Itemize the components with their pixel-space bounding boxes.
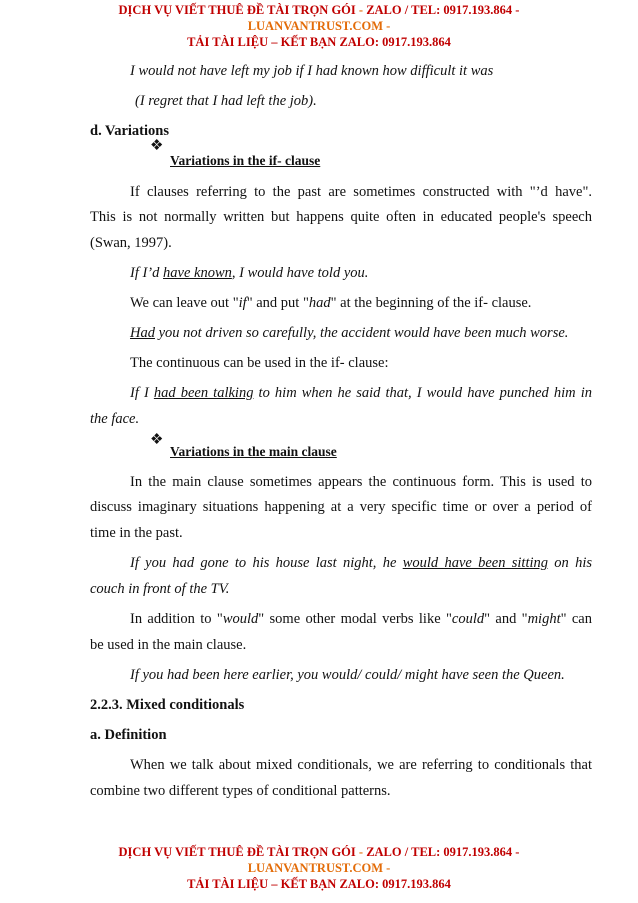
subheading-text: Variations in the main clause bbox=[170, 444, 337, 459]
paragraph-text: " some other modal verbs like " bbox=[258, 611, 452, 627]
heading-definition bbox=[90, 726, 167, 744]
banner-website[interactable]: LUANVANTRUST.COM - bbox=[247, 19, 391, 33]
underlined-phrase: Had bbox=[130, 325, 155, 341]
subheading-text: Variations in the if- clause bbox=[170, 153, 321, 168]
example-had-been-talking bbox=[130, 384, 592, 402]
paragraph-line: time in the past. bbox=[90, 525, 183, 541]
banner-download-text: TẢI TÀI LIỆU – KẾT BẠN ZALO: 0917.193.864 bbox=[187, 35, 451, 49]
paragraph-line: In the main clause sometimes appears the continuous form. This is used to bbox=[130, 474, 592, 490]
paragraph-text: We can leave out " bbox=[130, 295, 239, 311]
italic-word: could bbox=[451, 611, 485, 627]
banner-separator: - bbox=[355, 845, 367, 859]
example-text: If you had been here earlier, you would/ could/ might have seen the Queen. bbox=[130, 667, 565, 683]
footer-banner bbox=[0, 844, 638, 892]
paragraph-line: (Swan, 1997). bbox=[90, 235, 172, 251]
italic-word: had bbox=[308, 295, 331, 311]
paragraph-line: be used in the main clause. bbox=[90, 637, 247, 653]
italic-word: if bbox=[238, 295, 247, 311]
paragraph-line: If clauses referring to the past are sometimes constructed with "’d have". bbox=[130, 184, 592, 200]
underlined-phrase: have known bbox=[163, 265, 232, 281]
paragraph-line: combine two different types of conditional patterns. bbox=[90, 783, 391, 799]
example-text: If I’d bbox=[130, 265, 164, 281]
paragraph-line: This is not normally written but happens quite often in educated people's speech bbox=[90, 209, 592, 225]
heading-mixed-conditionals bbox=[90, 696, 244, 714]
underlined-phrase: would have been sitting bbox=[402, 555, 549, 571]
paragraph-leave-out-if bbox=[130, 294, 531, 312]
example-line bbox=[90, 580, 229, 598]
heading-text: d. Variations bbox=[90, 123, 169, 139]
paragraph-line: When we talk about mixed conditionals, we are referring to conditionals that bbox=[130, 757, 592, 773]
example-regret bbox=[135, 92, 317, 110]
example-text: If you had gone to his house last night, he bbox=[130, 555, 403, 571]
example-text: If I bbox=[130, 385, 154, 401]
banner-line-1 bbox=[0, 2, 638, 18]
example-left-job bbox=[130, 62, 493, 80]
example-text: on his bbox=[548, 555, 593, 571]
subheading-if-clause bbox=[170, 152, 320, 170]
header-banner bbox=[0, 2, 638, 50]
paragraph-line: discuss imaginary situations happening at a very specific time or over a period of bbox=[90, 499, 592, 515]
heading-text: 2.2.3. Mixed conditionals bbox=[90, 697, 245, 713]
paragraph-modal-verbs bbox=[130, 610, 592, 628]
example-line bbox=[90, 410, 139, 428]
banner-phone-text: ZALO / TEL: 0917.193.864 - bbox=[366, 3, 520, 17]
example-had-you-not bbox=[130, 324, 568, 342]
example-text: (I regret that I had left the job). bbox=[135, 93, 317, 109]
banner-website[interactable]: LUANVANTRUST.COM - bbox=[247, 861, 391, 875]
banner-service-text: DỊCH VỤ VIẾT THUÊ ĐỀ TÀI TRỌN GÓI bbox=[118, 845, 356, 859]
italic-word: might bbox=[527, 611, 561, 627]
example-text: the face. bbox=[90, 411, 140, 427]
diamond-bullet-icon: ❖ bbox=[150, 432, 164, 448]
example-text: to him when he said that, I would have punched him in bbox=[253, 385, 592, 401]
diamond-bullet-icon: ❖ bbox=[150, 138, 164, 154]
paragraph-text: " at the beginning of the if- clause. bbox=[330, 295, 532, 311]
paragraph-continuous: The continuous can be used in the if- clause: bbox=[130, 355, 389, 371]
paragraph-text: In addition to " bbox=[130, 611, 223, 627]
banner-phone-text: ZALO / TEL: 0917.193.864 - bbox=[366, 845, 520, 859]
heading-text: a. Definition bbox=[90, 727, 167, 743]
example-would-have-been-sitting bbox=[130, 554, 592, 572]
paragraph-text: " and put " bbox=[246, 295, 309, 311]
paragraph-text: " and " bbox=[484, 611, 528, 627]
example-text: , I would have told you. bbox=[231, 265, 369, 281]
example-text: you not driven so carefully, the accident would have been much worse. bbox=[154, 325, 569, 341]
banner-line-1 bbox=[0, 844, 638, 860]
example-told-you bbox=[130, 264, 368, 282]
banner-separator: - bbox=[355, 3, 367, 17]
underlined-phrase: had been talking bbox=[153, 385, 254, 401]
example-text: couch in front of the TV. bbox=[90, 581, 230, 597]
example-text: I would not have left my job if I had known how difficult it was bbox=[130, 63, 494, 79]
banner-download-text: TẢI TÀI LIỆU – KẾT BẠN ZALO: 0917.193.864 bbox=[187, 877, 451, 891]
italic-word: would bbox=[222, 611, 259, 627]
paragraph-text: " can bbox=[560, 611, 592, 627]
example-queen bbox=[130, 666, 565, 684]
subheading-main-clause bbox=[170, 443, 337, 461]
banner-service-text: DỊCH VỤ VIẾT THUÊ ĐỀ TÀI TRỌN GÓI bbox=[118, 3, 356, 17]
